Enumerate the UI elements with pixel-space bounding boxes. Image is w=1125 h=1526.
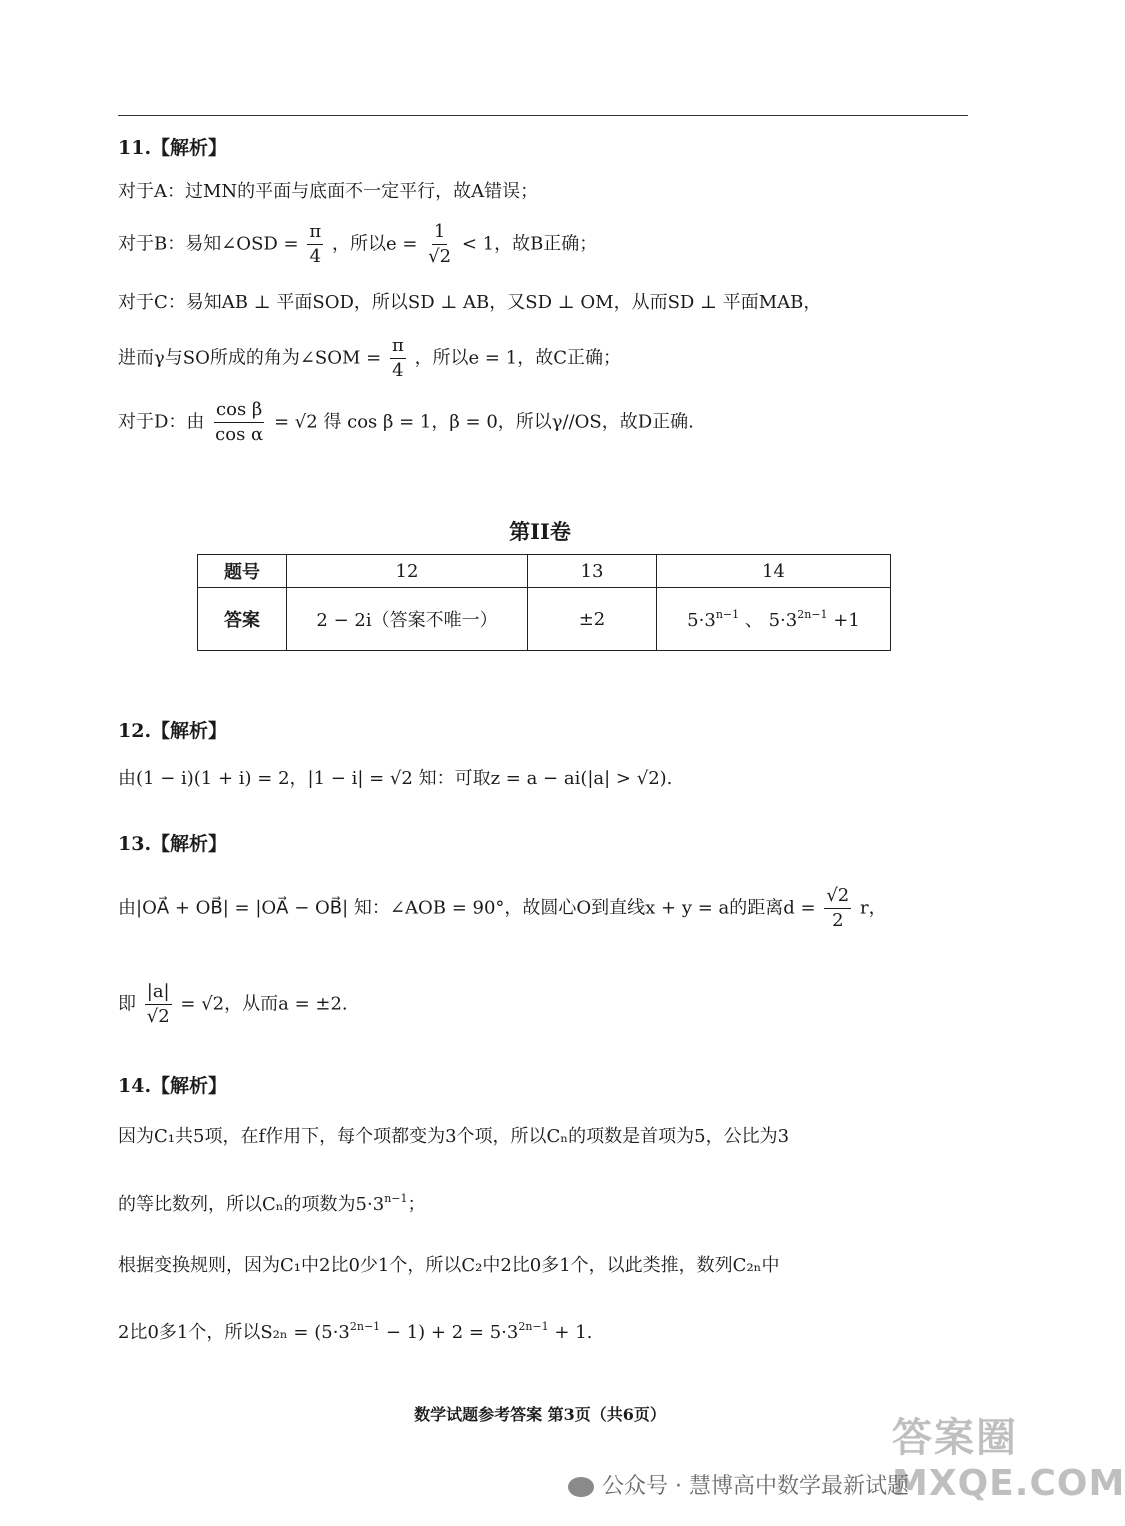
q12-line: 由(1 − i)(1 + i) = 2，|1 − i| = √2 知：可取z = a − ai(|a| > √2). [118,768,673,789]
fraction: $\frac{√2}{2}$ [826,885,850,931]
q13-heading: 13.【解析】 [118,833,228,855]
watermark-stamp [892,1406,1125,1524]
q14-paragraph-2: 的等比数列，所以Cₙ的项数为$5\cdot 3^{n-1}$； [118,1192,426,1215]
q11-option-b: 对于B：易知∠OSD = $\frac{\pi}{4}$ ，所以e = $\frac{1}{√2}$ < 1，故B正确； [118,221,598,267]
fraction: $\frac{|a|}{√2}$ [146,981,170,1027]
section-title: 第II卷 [509,519,571,544]
q13-line2: 即 $\frac{|a|}{√2}$ = √2，从而a = ±2. [118,981,348,1027]
fraction: $\frac{1}{√2}$ [428,221,452,267]
header-cell: 13 [528,555,657,588]
watermark-caption: 公众号 · 慧博高中数学最新试题 [568,1469,909,1500]
answer-12: 2 − 2i（答案不唯一） [287,588,528,651]
fraction: $\frac{\pi}{4}$ [391,335,404,381]
fraction: $\frac{\text{cos β}}{\text{cos α}}$ [215,399,264,445]
answer-14: $5\cdot 3^{n-1}$ 、 $5\cdot 3^{2n-1} +1$ [657,588,891,651]
q13-line1: 由|OA⃗ + OB⃗| = |OA⃗ − OB⃗| 知：∠AOB = 90°，故圆心O到直线x + y = a的距离d = $\frac{√2}{2}$ r， [118,885,887,931]
page-footer: 数学试题参考答案 第3页（共6页） [414,1405,666,1424]
header-cell: 题号 [198,555,287,588]
q14-paragraph-1: 因为C₁共5项，在f作用下，每个项都变为3个项，所以Cₙ的项数是首项为5，公比为3 [118,1126,790,1147]
answer-table [197,554,891,651]
answer-label: 答案 [198,588,287,651]
answer-13: ±2 [528,588,657,651]
q11-option-d: 对于D：由 $\frac{\text{cos β}}{\text{cos α}}$ = √2 得 cos β = 1，β = 0，所以γ//OS，故D正确. [118,399,694,445]
q14-paragraph-3: 根据变换规则，因为C₁中2比0少1个，所以C₂中2比0多1个，以此类推，数列C₂ₙ中 [118,1255,780,1276]
table-header-row [198,555,891,588]
q12-heading: 12.【解析】 [118,720,228,742]
top-rule [118,115,968,116]
q11-option-c-line1: 对于C：易知AB ⊥ 平面SOD，所以SD ⊥ AB，又SD ⊥ OM，从而SD ⊥ 平面MAB， [118,292,822,313]
stamp-logo-text: 答案圈 [892,1415,1018,1461]
q14-paragraph-4: 2比0多1个，所以$S_{2n} = (5\cdot 3^{2n-1} - 1) + 2 = 5\cdot 3^{2n-1} + 1$. [118,1320,593,1343]
q11-option-a: 对于A：过MN的平面与底面不一定平行，故A错误； [118,181,539,202]
wechat-icon [568,1477,594,1497]
header-cell: 12 [287,555,528,588]
q11-heading: 11.【解析】 [118,137,228,159]
fraction: $\frac{\pi}{4}$ [309,221,322,267]
q11-option-c-line2: 进而γ与SO所成的角为∠SOM = $\frac{\pi}{4}$ ，所以e = 1，故C正确； [118,335,621,381]
table-row [198,588,891,651]
header-cell: 14 [657,555,891,588]
stamp-site-text: MXQE.COM [892,1463,1125,1504]
q14-heading: 14.【解析】 [118,1075,228,1097]
